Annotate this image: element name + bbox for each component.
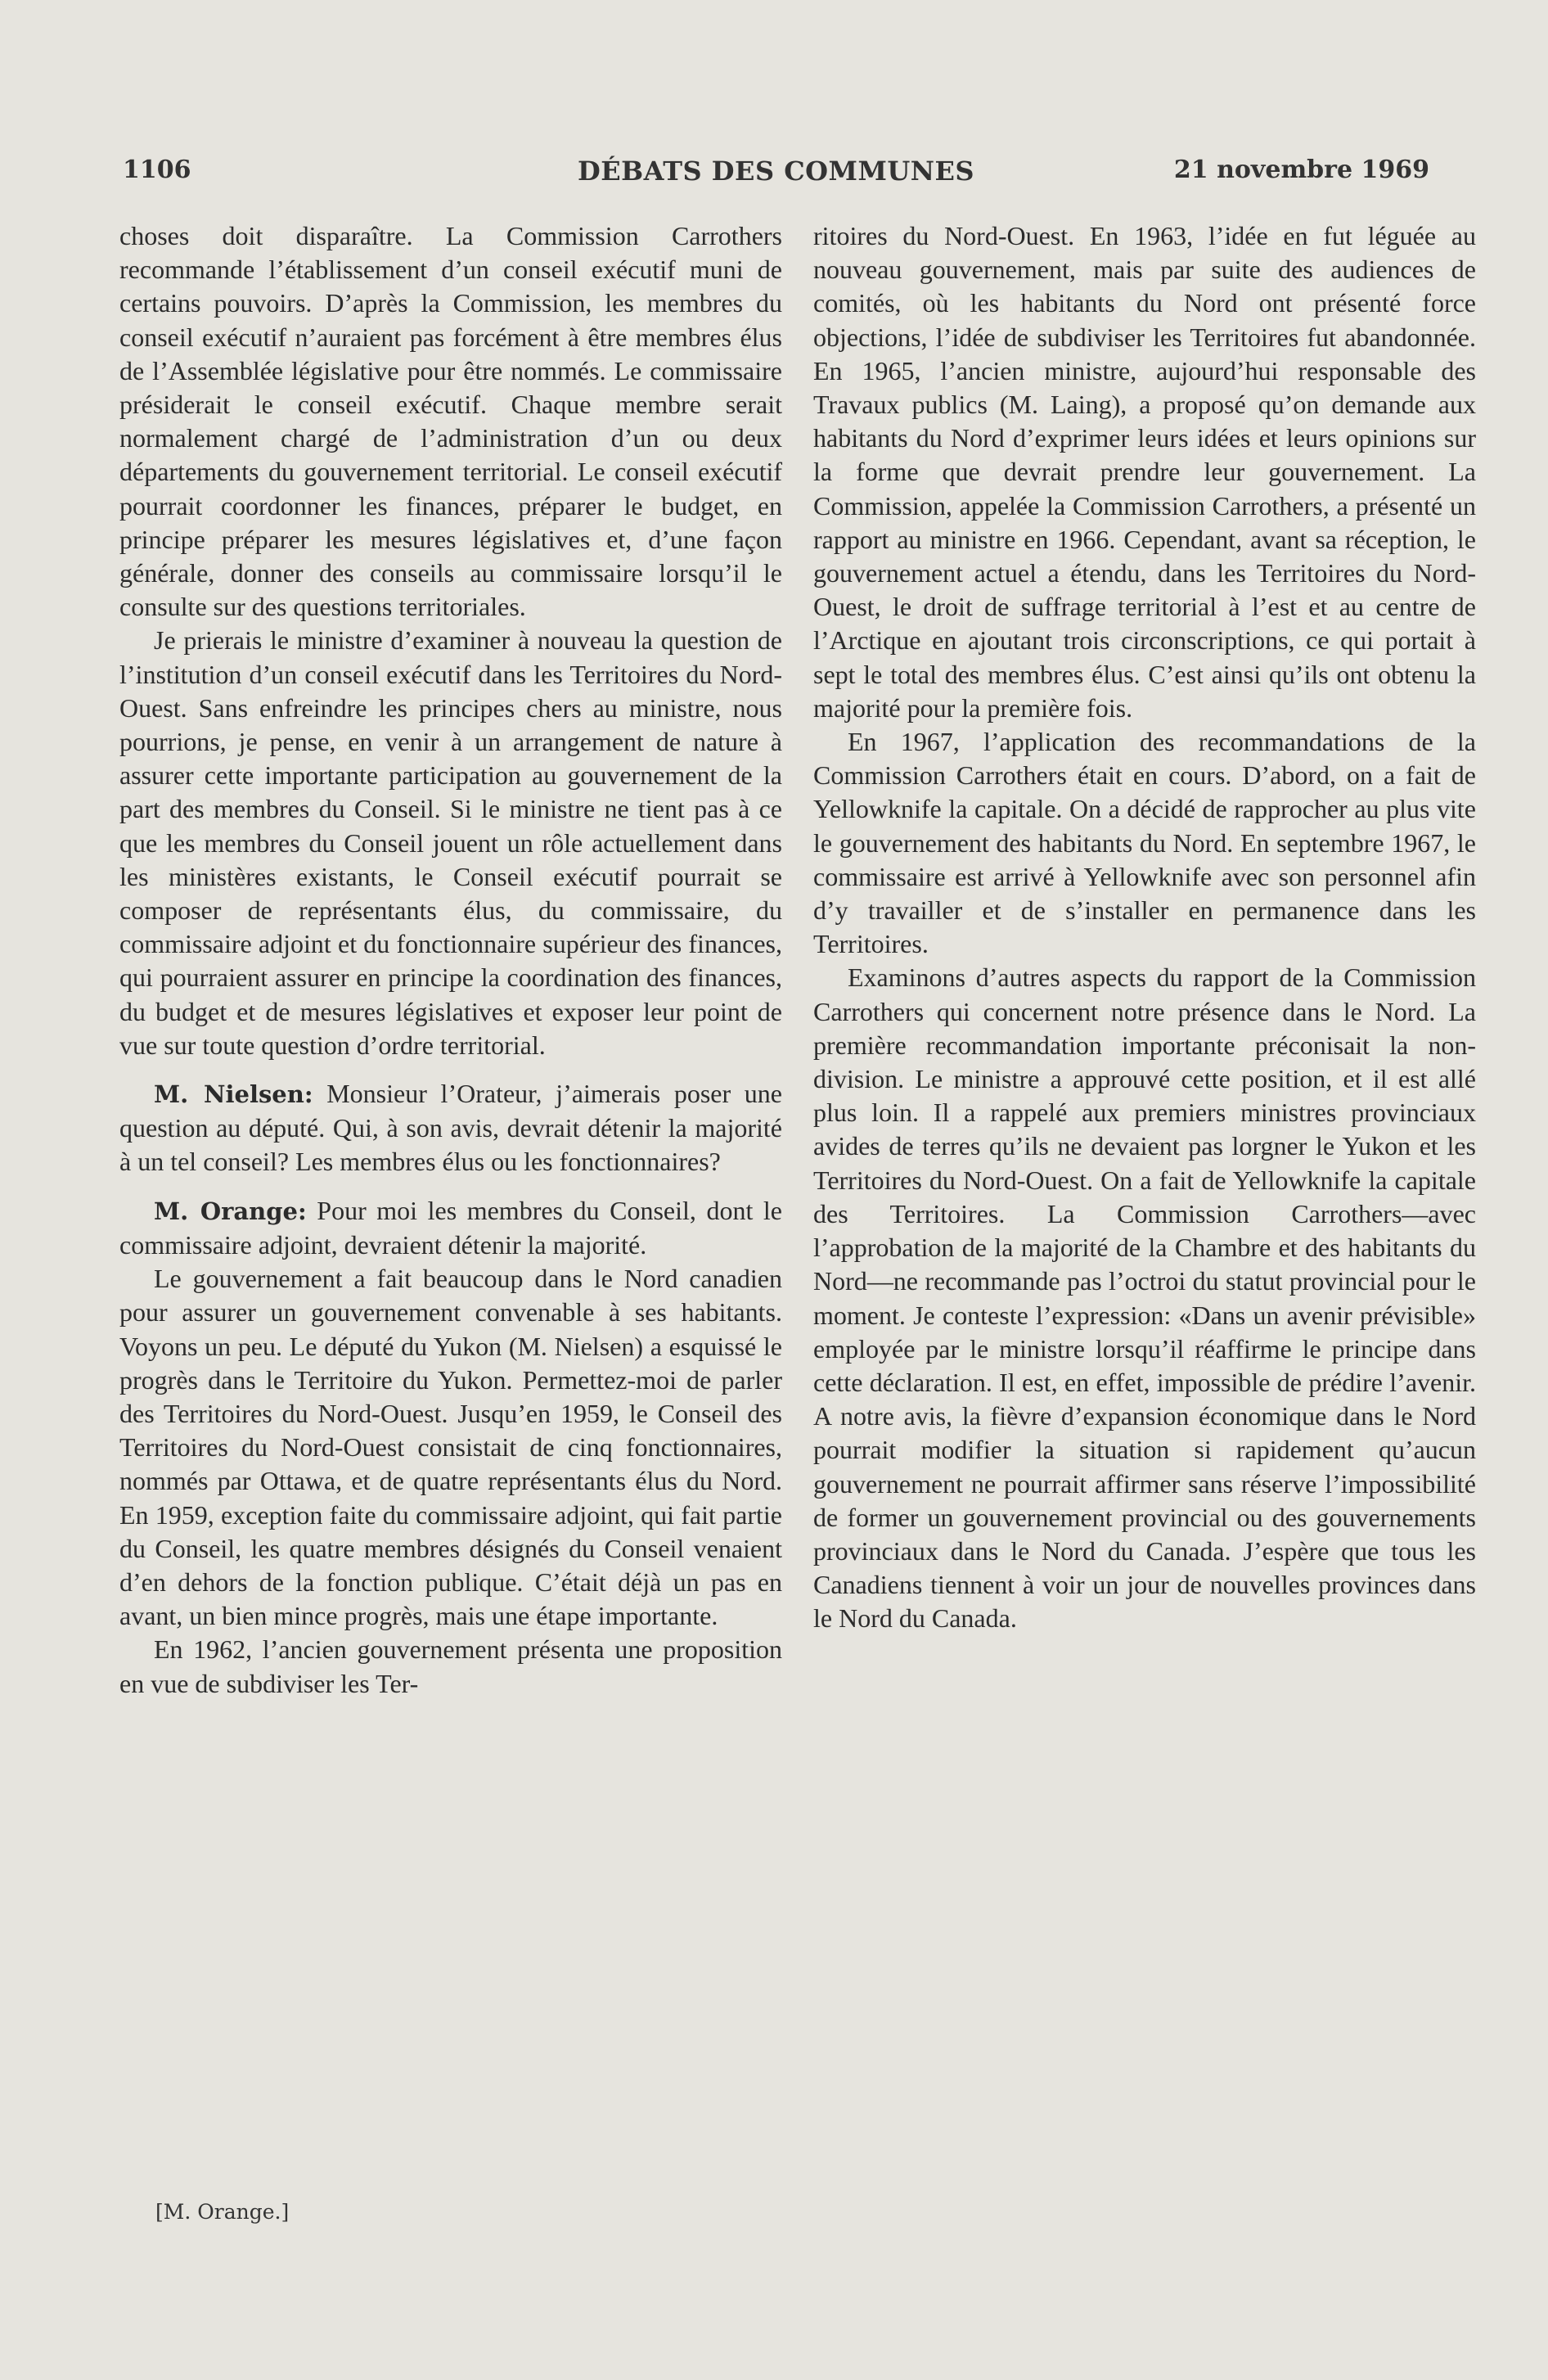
paragraph: Je prierais le ministre d’examiner à nouveau la question de l’institution d’un conseil exécutif dans les Territoires du Nord-Ouest. Sans enfreindre les principes chers au ministre, nous pourrions, je pense, en venir à un arrangement de nature à assurer cette importante participation au gouvernement de la part des membres du Conseil. Si le ministre ne tient pas à ce que les membres du Conseil jouent un rôle actuellement dans les ministères existants, le Conseil exécutif pourrait se composer de représentants élus, du commissaire, du commissaire adjoint et du fonctionnaire supérieur des finances, qui pourraient assurer en principe la coordination des finances, du budget et de mesures législatives et exposer leur point de vue sur toute question d’ordre territorial.: [119, 625, 782, 1060]
speech-paragraph: [119, 1077, 782, 1179]
paragraph: En 1962, l’ancien gouvernement présenta une proposition en vue de subdiviser les Ter-: [119, 1634, 782, 1698]
paragraph: ritoires du Nord-Ouest. En 1963, l’idée en fut léguée au nouveau gouvernement, mais par suite des audiences de comités, où les habitants du Nord ont présenté force objections, l’idée de subdiviser les Territoires fut abandonnée. En 1965, l’ancien ministre, aujourd’hui responsable des Travaux publics (M. Laing), a proposé qu’on demande aux habitants du Nord d’exprimer leurs idées et leurs opinions sur la forme que devrait prendre leur gouvernement. La Commission, appelée la Commission Carrothers, a présenté un rapport au ministre en 1966. Cependant, avant sa réception, le gouvernement actuel a étendu, dans les Territoires du Nord-Ouest, le droit de suffrage territorial à l’est et au centre de l’Arctique en ajoutant trois circonscriptions, ce qui portait à sept le total des membres élus. C’est ainsi qu’ils ont obtenu la majorité pour la première fois.: [813, 221, 1476, 723]
running-head: [123, 156, 1429, 188]
paragraph: choses doit disparaître. La Commission Carrothers recommande l’établissement d’un conseil exécutif muni de certains pouvoirs. D’après la Commission, les membres du conseil exécutif n’auraient pas forcément à être membres élus de l’Assemblée législative pour être nommés. Le commissaire présiderait le conseil exécutif. Chaque membre serait normalement chargé de l’administration d’un ou deux départements du gouvernement territorial. Le conseil exécutif pourrait coordonner les finances, préparer le budget, en principe préparer les mesures législatives et, d’une façon générale, donner des conseils au commissaire lorsqu’il le consulte sur des questions territoriales.: [119, 221, 782, 622]
page-number: 1106: [123, 156, 191, 184]
speaker-name: M. Nielsen:: [154, 1080, 313, 1109]
right-column: [813, 219, 1476, 1636]
speech-text: Pour moi les membres du Conseil, dont le commissaire adjoint, devraient détenir la majorité.: [119, 1195, 782, 1260]
paragraph: Examinons d’autres aspects du rapport de la Commission Carrothers qui concernent notre présence dans le Nord. La première recommandation importante préconisait la non-division. Le ministre a approuvé cette position, et il est allé plus loin. Il a rappelé aux premiers ministres provinciaux avides de terres qu’ils ne devaient pas lorgner le Yukon et les Territoires du Nord-Ouest. On a fait de Yellowknife la capitale des Territoires. La Commission Carrothers—avec l’approbation de la majorité de la Chambre et des habitants du Nord—ne recommande pas l’octroi du statut provincial pour le moment. Je conteste l’expression: «Dans un avenir prévisible» employée par le ministre lorsqu’il réaffirme le principe dans cette déclaration. Il est, en effet, impossible de prédire l’avenir. A notre avis, la fièvre d’expansion économique dans le Nord pourrait modifier la situation si rapidement qu’aucun gouvernement ne pourrait affirmer sans réserve l’impossibilité de former un gouvernement provincial ou des gouvernements provinciaux dans le Nord du Canada. J’espère que tous les Canadiens tiennent à voir un jour de nouvelles provinces dans le Nord du Canada.: [813, 962, 1476, 1634]
speech-text: Monsieur l’Orateur, j’aimerais poser une question au député. Qui, à son avis, devrait détenir la majorité à un tel conseil? Les membres élus ou les fonctionnaires?: [119, 1079, 783, 1177]
left-column: [119, 219, 782, 1701]
paragraph: Le gouvernement a fait beaucoup dans le Nord canadien pour assurer un gouvernement convenable à ses habitants. Voyons un peu. Le député du Yukon (M. Nielsen) a esquissé le progrès dans le Territoire du Yukon. Permettez-moi de parler des Territoires du Nord-Ouest. Jusqu’en 1959, le Conseil des Territoires du Nord-Ouest consistait de cinq fonctionnaires, nommés par Ottawa, et de quatre représentants élus du Nord. En 1959, exception faite du commissaire adjoint, qui fait partie du Conseil, les quatre membres désignés du Conseil venaient d’en dehors de la fonction publique. C’était déjà un pas en avant, un bien mince progrès, mais une étape importante.: [119, 1264, 782, 1631]
paragraph: En 1967, l’application des recommandations de la Commission Carrothers était en cours. D’abord, on a fait de Yellowknife la capitale. On a décidé de rapprocher au plus vite le gouvernement des habitants du Nord. En septembre 1967, le commissaire est arrivé à Yellowknife avec son personnel afin d’y travailler et de s’installer en permanence dans les Territoires.: [813, 727, 1476, 959]
speech-paragraph: [119, 1194, 782, 1262]
page-date: 21 novembre 1969: [1173, 156, 1429, 184]
speaker-name: M. Orange:: [154, 1197, 307, 1225]
speaker-attribution: [M. Orange.]: [155, 2200, 290, 2224]
page-title: DÉBATS DES COMMUNES: [577, 156, 975, 187]
